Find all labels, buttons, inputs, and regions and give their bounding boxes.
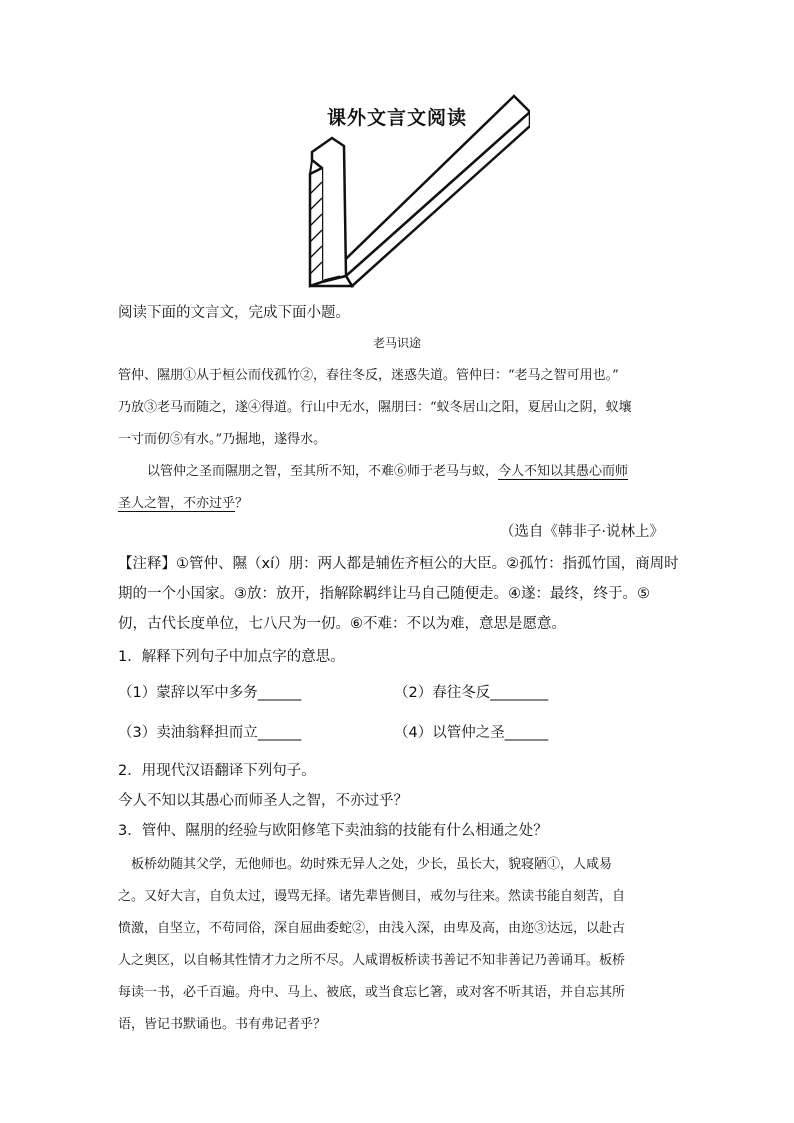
notes-line: 【注释】①管仲、隰（xí）朋：两人都是辅佐齐桓公的大臣。②孤竹：指孤竹国，商周时 — [118, 556, 679, 572]
notes-line: 仞，古代长度单位，七八尺为一仞。⑥不难：不以为难，意思是愿意。 — [118, 616, 566, 632]
passage-title: 老马识途 — [372, 336, 421, 350]
passage2-line: 每读一书，必千百遍。舟中、马上、被底，或当食忘匕箸，或对客不听其语，并自忘其所 — [118, 985, 626, 1000]
passage-line: 一寸而仞⑤有水。”乃掘地，遂得水。 — [118, 432, 327, 447]
question-1-item: （4）以管仲之圣______ — [394, 725, 549, 741]
underlined-sentence: 圣人之智，不亦过乎 — [118, 496, 236, 511]
passage2-line: 板桥幼随其父学，无他师也。幼时殊无异人之处，少长，虽长大，貌寝陋①，人咸易 — [118, 857, 613, 872]
passage-line: 管仲、隰朋①从于桓公而伐孤竹②，春往冬反，迷惑失道。管仲曰：“老马之智可用也。” — [118, 368, 619, 383]
underlined-sentence: 今人不知以其愚心而师 — [498, 464, 629, 479]
passage-line: 以管仲之圣而隰朋之智，至其所不知，不难⑥师于老马与蚁，今人不知以其愚心而师 — [134, 464, 629, 479]
instruction-text: 阅读下面的文言文，完成下面小题。 — [118, 305, 350, 321]
question-1: 1．解释下列句子中加点字的意思。 — [118, 649, 345, 665]
passage2-line: 语，皆记书默诵也。书有弗记者乎？ — [118, 1017, 327, 1032]
question-2: 2．用现代汉语翻译下列句子。 — [118, 763, 316, 779]
question-1-item: （1）蒙辞以军中多务______ — [118, 685, 302, 701]
question-3: 3．管仲、隰朋的经验与欧阳修笔下卖油翁的技能有什么相通之处？ — [118, 823, 548, 839]
question-1-item: （3）卖油翁释担而立______ — [118, 725, 302, 741]
passage2-line: 之。又好大言，自负太过，谩骂无择。诸先辈皆侧目，戒勿与往来。然读书能自刻苦，自 — [118, 889, 626, 904]
notes-line: 期的一个小国家。③放：放开，指解除羁绊让马自己随便走。④遂：最终，终于。⑤ — [118, 586, 650, 602]
question-1-item: （2）春往冬反________ — [394, 685, 549, 701]
passage2-line: 愤激，自坚立，不苟同俗，深自屈曲委蛇②，由浅入深，由卑及高，由迩③达远，以赴古 — [118, 921, 626, 936]
question-2-sentence: 今人不知以其愚心而师圣人之智，不亦过乎？ — [118, 793, 408, 809]
passage-line: 乃放③老马而随之，遂④得道。行山中无水，隰朋曰：“蚁冬居山之阳，夏居山之阴，蚁壤 — [118, 400, 632, 415]
passage2-line: 人之奥区，以自畅其性情才力之所不尽。人咸谓板桥读书善记不知非善记乃善诵耳。板桥 — [118, 953, 626, 968]
passage-source: （选自《韩非子·说林上》 — [499, 524, 664, 540]
page-heading: 课外文言文阅读 — [326, 107, 467, 129]
passage-line: 圣人之智，不亦过乎？ — [118, 496, 249, 511]
